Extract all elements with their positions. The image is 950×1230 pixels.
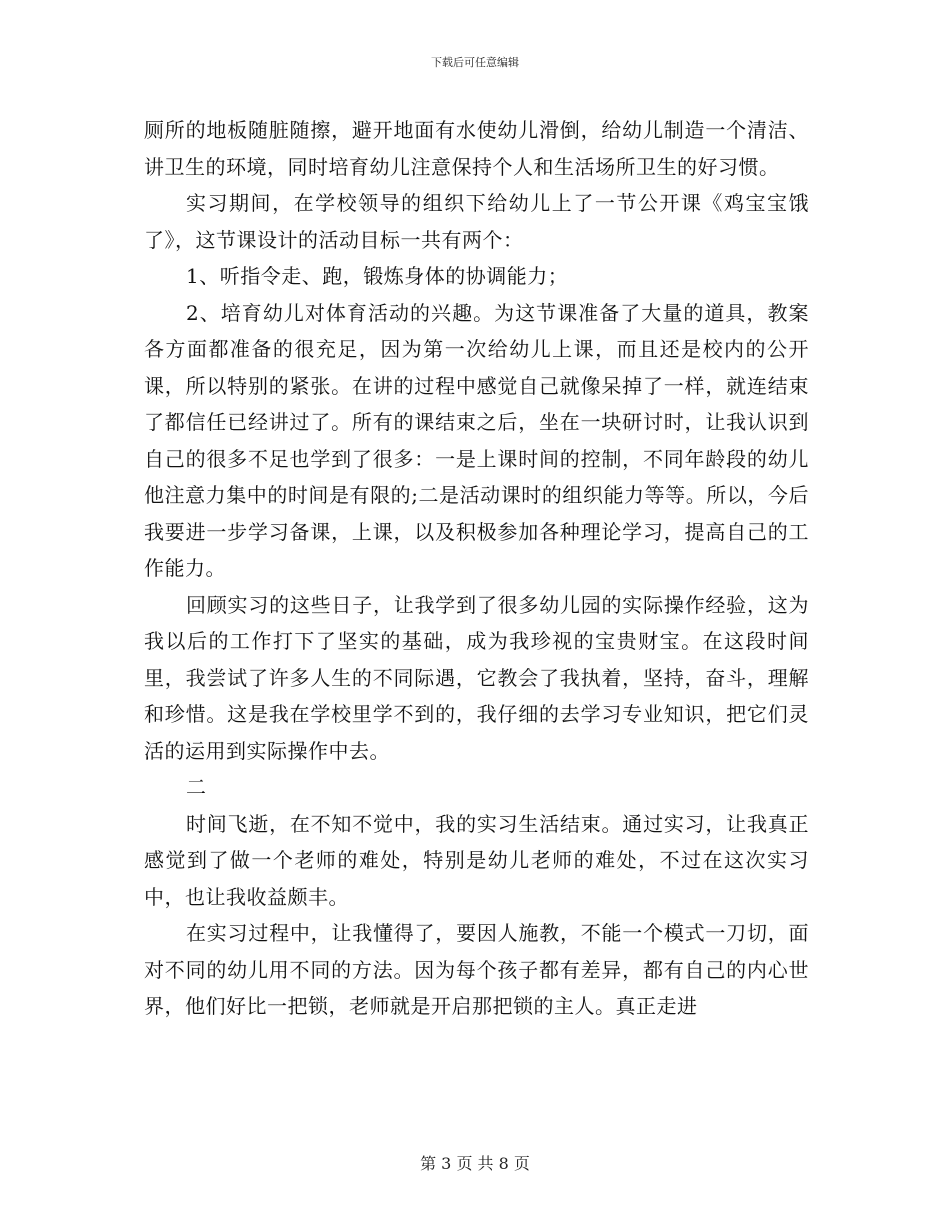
page-footer: 第 3 页 共 8 页 [420, 1154, 530, 1173]
paragraph: 在实习过程中，让我懂得了，要因人施教，不能一个模式一刀切，面对不同的幼儿用不同的方法。因为每个孩子都有差异，都有自己的内心世界，他们好比一把锁，老师就是开启那把锁的主人。真正走进 [144, 921, 809, 1018]
document-body [144, 112, 809, 1025]
paragraph: 回顾实习的这些日子，让我学到了很多幼儿园的实际操作经验，这为我以后的工作打下了坚实的基础，成为我珍视的宝贵财宝。在这段时间里，我尝试了许多人生的不同际遇，它教会了我执着，坚持，奋斗，理解和珍惜。这是我在学校里学不到的，我仔细的去学习专业知识，把它们灵活的运用到实际操作中去。 [144, 592, 809, 763]
section-number: 二 [186, 775, 207, 799]
paragraph: 时间飞逝，在不知不觉中，我的实习生活结束。通过实习，让我真正感觉到了做一个老师的难处，特别是幼儿老师的难处，不过在这次实习中，也让我收益颇丰。 [144, 811, 809, 909]
paragraph: 实习期间，在学校领导的组织下给幼儿上了一节公开课《鸡宝宝饿了》，这节课设计的活动目标一共有两个： [144, 191, 809, 252]
page-header: 下载后可任意编辑 [431, 56, 519, 69]
list-item: 2、培育幼儿对体育活动的兴趣。为这节课准备了大量的道具，教案各方面都准备的很充足，因为第一次给幼儿上课，而且还是校内的公开课，所以特别的紧张。在讲的过程中感觉自己就像呆掉了一样，就连结束了都信任已经讲过了。所有的课结束之后，坐在一块研讨时，让我认识到自己的很多不足也学到了很多：一是上课时间的控制，不同年龄段的幼儿他注意力集中的时间是有限的;二是活动课时的组织能力等等。所以，今后我要进一步学习备课，上课，以及积极参加各种理论学习，提高自己的工作能力。 [144, 300, 809, 580]
list-item: 1、听指令走、跑，锻炼身体的协调能力； [186, 264, 569, 288]
paragraph: 厕所的地板随脏随擦，避开地面有水使幼儿滑倒，给幼儿制造一个清洁、讲卫生的环境，同时培育幼儿注意保持个人和生活场所卫生的好习惯。 [144, 118, 809, 179]
